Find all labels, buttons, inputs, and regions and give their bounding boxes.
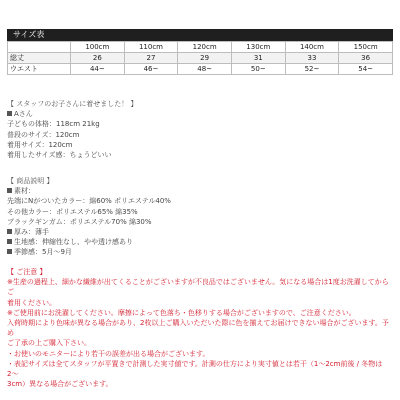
table-cell: 29 bbox=[178, 53, 232, 64]
product-attribute-text: 厚み：薄手 bbox=[14, 228, 49, 237]
product-attribute bbox=[7, 247, 171, 257]
square-bullet-icon bbox=[7, 239, 12, 244]
square-bullet-icon bbox=[7, 188, 12, 193]
material-line: ブラックギンガム：ポリエステル70% 綿30% bbox=[7, 217, 152, 226]
size-col-100: 100cm bbox=[71, 42, 125, 53]
material-line: その他カラー：ポリエステル65% 綿35% bbox=[7, 207, 138, 216]
staff-line: 着用したサイズ感：ちょうどいい bbox=[7, 151, 112, 160]
note-line: 入荷時期により色味が異なる場合があり、2枚以上ご購入いただいた際に色を揃えてお届けできない場合がございます。予め bbox=[7, 319, 389, 338]
table-cell: 36 bbox=[339, 53, 393, 64]
note-line: 着用ください。 bbox=[7, 298, 56, 307]
size-col-130: 130cm bbox=[231, 42, 285, 53]
product-attribute bbox=[7, 237, 171, 247]
square-bullet-icon bbox=[7, 111, 12, 116]
product-section bbox=[7, 176, 171, 258]
table-cell: 33 bbox=[285, 53, 339, 64]
material-line: 先端にNがついたカラー：綿60% ポリエステル40% bbox=[7, 197, 171, 206]
row-label: 総丈 bbox=[8, 53, 71, 64]
square-bullet-icon bbox=[7, 249, 12, 254]
size-table-header: サイズ表 bbox=[7, 29, 393, 41]
size-col-140: 140cm bbox=[285, 42, 339, 53]
staff-section-title: 【 スタッフのお子さんに着せました！ 】 bbox=[7, 100, 138, 108]
table-cell: 44~ bbox=[71, 64, 125, 75]
product-section-title: 【 商品説明 】 bbox=[7, 177, 54, 185]
size-table bbox=[7, 41, 393, 75]
note-line: ・表記サイズは全てスタッフが平置きで計測した実寸値です。計測の仕方により実寸値とは若干（1〜2cm前後 / 冬物は2〜 bbox=[7, 359, 383, 379]
table-cell: 31 bbox=[231, 53, 285, 64]
table-cell: 26 bbox=[71, 53, 125, 64]
table-cell: 48~ bbox=[178, 64, 232, 75]
table-cell: 50~ bbox=[231, 64, 285, 75]
product-attribute-text: 季節感：5月〜9月 bbox=[14, 248, 72, 257]
notes-section bbox=[7, 267, 393, 389]
material-label: 素材： bbox=[14, 187, 35, 196]
note-line: ※ご使用前にお洗濯してください。摩擦によって色落ち・色移りする場合がございますので、ご注意ください。 bbox=[7, 308, 356, 317]
size-col-empty bbox=[8, 42, 71, 53]
staff-person-label: Aさん bbox=[14, 110, 33, 119]
table-cell: 52~ bbox=[285, 64, 339, 75]
notes-body bbox=[7, 277, 393, 389]
note-line: 3cm）異なる場合がございます。 bbox=[7, 380, 113, 389]
table-row bbox=[8, 53, 393, 64]
staff-section bbox=[7, 99, 137, 160]
size-table-header-row bbox=[8, 42, 393, 53]
row-label: ウエスト bbox=[8, 64, 71, 75]
note-line: ・お使いのモニターにより若干の誤差が出る場合がございます。 bbox=[7, 349, 210, 358]
table-cell: 46~ bbox=[124, 64, 178, 75]
size-col-110: 110cm bbox=[124, 42, 178, 53]
size-col-120: 120cm bbox=[178, 42, 232, 53]
note-line: ご了承の上ご購入下さい。 bbox=[7, 339, 91, 348]
staff-person bbox=[7, 109, 137, 119]
table-cell: 27 bbox=[124, 53, 178, 64]
size-col-150: 150cm bbox=[339, 42, 393, 53]
staff-line: 子どもの体格：118cm 21kg bbox=[7, 120, 100, 129]
product-attribute bbox=[7, 227, 171, 237]
staff-line: 普段のサイズ：120cm bbox=[7, 130, 80, 139]
staff-line: 着用サイズ：120cm bbox=[7, 140, 73, 149]
square-bullet-icon bbox=[7, 229, 12, 234]
table-cell: 54~ bbox=[339, 64, 393, 75]
material-heading bbox=[7, 186, 171, 196]
notes-section-title: 【 ご注意 】 bbox=[7, 268, 47, 276]
product-attribute-text: 生地感：伸縮性なし、やや透け感あり bbox=[14, 238, 133, 247]
table-row bbox=[8, 64, 393, 75]
note-line: ※生産の過程上、細かな繊維が出てくることがございますが不良品ではございません。気になる場合は1度お洗濯してからご bbox=[7, 278, 389, 297]
